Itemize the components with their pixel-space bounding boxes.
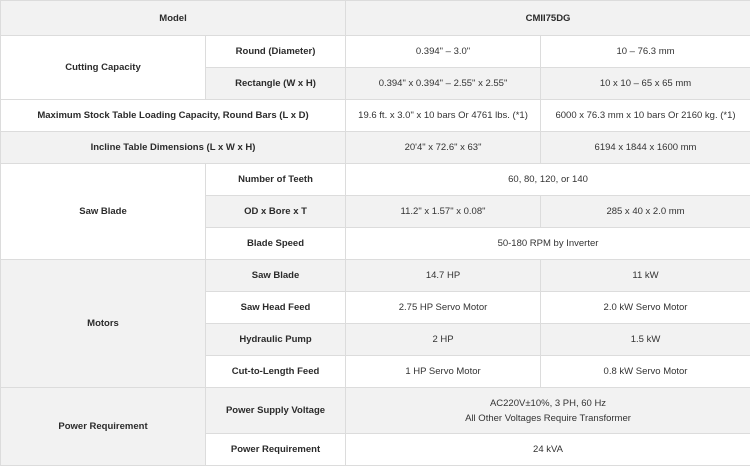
max-stock-metric: 6000 x 76.3 mm x 10 bars Or 2160 kg. (*1) (541, 100, 750, 132)
model-value: CMII75DG (346, 1, 750, 36)
od-bore-label: OD x Bore x T (206, 196, 346, 228)
power-supply-voltage-label: Power Supply Voltage (206, 388, 346, 434)
incline-table-metric: 6194 x 1844 x 1600 mm (541, 132, 750, 164)
round-label: Round (Diameter) (206, 36, 346, 68)
motors-label: Motors (1, 260, 206, 388)
round-imperial: 0.394" – 3.0" (346, 36, 541, 68)
rectangle-imperial: 0.394" x 0.394" – 2.55" x 2.55" (346, 68, 541, 100)
max-stock-label: Maximum Stock Table Loading Capacity, Round Bars (L x D) (1, 100, 346, 132)
incline-table-imperial: 20'4" x 72.6" x 63" (346, 132, 541, 164)
row-model (1, 1, 750, 36)
blade-speed-label: Blade Speed (206, 228, 346, 260)
od-bore-metric: 285 x 40 x 2.0 mm (541, 196, 750, 228)
row-max-stock (1, 100, 750, 132)
row-cutting-round (1, 36, 750, 68)
saw-head-feed-label: Saw Head Feed (206, 292, 346, 324)
blade-speed-value: 50-180 RPM by Inverter (346, 228, 750, 260)
model-label: Model (1, 1, 346, 36)
motor-saw-blade-imperial: 14.7 HP (346, 260, 541, 292)
cutting-capacity-label: Cutting Capacity (1, 36, 206, 100)
cut-to-length-metric: 0.8 kW Servo Motor (541, 356, 750, 388)
od-bore-imperial: 11.2" x 1.57" x 0.08" (346, 196, 541, 228)
hydraulic-pump-metric: 1.5 kW (541, 324, 750, 356)
saw-head-feed-metric: 2.0 kW Servo Motor (541, 292, 750, 324)
max-stock-imperial: 19.6 ft. x 3.0" x 10 bars Or 4761 lbs. (*1) (346, 100, 541, 132)
power-requirement-group-label: Power Requirement (1, 388, 206, 466)
power-supply-voltage-line2: All Other Voltages Require Transformer (465, 412, 631, 424)
cut-to-length-label: Cut-to-Length Feed (206, 356, 346, 388)
teeth-value: 60, 80, 120, or 140 (346, 164, 750, 196)
power-requirement-label: Power Requirement (206, 434, 346, 466)
rectangle-metric: 10 x 10 – 65 x 65 mm (541, 68, 750, 100)
motor-saw-blade-metric: 11 kW (541, 260, 750, 292)
row-saw-teeth (1, 164, 750, 196)
saw-head-feed-imperial: 2.75 HP Servo Motor (346, 292, 541, 324)
cut-to-length-imperial: 1 HP Servo Motor (346, 356, 541, 388)
motor-saw-blade-label: Saw Blade (206, 260, 346, 292)
row-power-supply-voltage (1, 388, 750, 434)
row-motor-saw-blade (1, 260, 750, 292)
power-supply-voltage-value (346, 388, 750, 434)
power-supply-voltage-line1: AC220V±10%, 3 PH, 60 Hz (489, 397, 607, 409)
rectangle-label: Rectangle (W x H) (206, 68, 346, 100)
row-incline-table (1, 132, 750, 164)
hydraulic-pump-imperial: 2 HP (346, 324, 541, 356)
teeth-label: Number of Teeth (206, 164, 346, 196)
hydraulic-pump-label: Hydraulic Pump (206, 324, 346, 356)
round-metric: 10 – 76.3 mm (541, 36, 750, 68)
power-requirement-value: 24 kVA (346, 434, 750, 466)
saw-blade-label: Saw Blade (1, 164, 206, 260)
incline-table-label: Incline Table Dimensions (L x W x H) (1, 132, 346, 164)
